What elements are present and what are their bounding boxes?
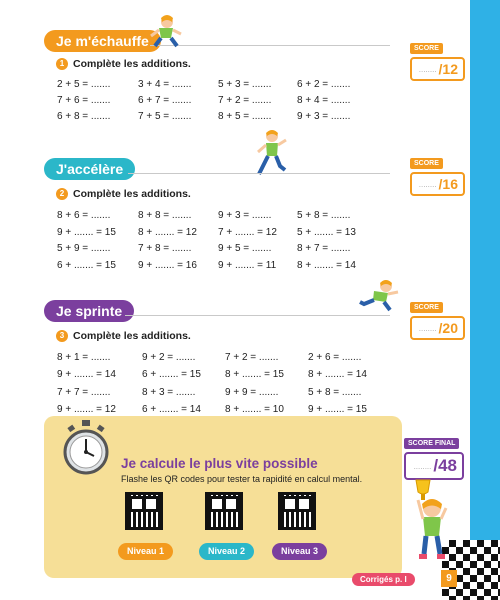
challenge-title: Je calcule le plus vite possible [121,456,318,471]
score-field[interactable]: ........ /20 [410,316,465,340]
qr-code-level-1[interactable] [125,492,163,530]
score-final-field[interactable]: ........ /48 [404,452,464,480]
instruction-text: Complète les additions. [73,330,191,342]
child-stretching-illustration [145,14,183,48]
stopwatch-icon [62,420,110,476]
score-label: SCORE [410,302,443,313]
instruction-text: Complète les additions. [73,188,191,200]
instruction-1 [56,58,191,70]
score-label: SCORE [410,158,443,169]
addition-exercise[interactable]: 9 + ....... = 11 [218,259,277,271]
instruction-2 [56,188,191,200]
addition-exercise[interactable]: 8 + ....... = 14 [297,259,356,271]
level-3-button[interactable]: Niveau 3 [272,543,327,560]
exercise-number-badge: 2 [56,188,68,200]
qr-code-level-2[interactable] [205,492,243,530]
child-running-illustration [255,128,289,176]
addition-exercise[interactable]: 8 + 6 = ....... [57,210,111,221]
addition-exercise[interactable]: 8 + 4 = ....... [297,95,351,106]
instruction-text: Complète les additions. [73,58,191,70]
score-final-label: SCORE FINAL [404,438,459,449]
addition-exercise[interactable]: 6 + ....... = 15 [57,259,116,271]
addition-exercise[interactable]: 8 + 1 = ....... [57,352,111,363]
exercise-number-badge: 1 [56,58,68,70]
section-divider [128,173,390,174]
addition-exercise[interactable]: 5 + ....... = 13 [297,226,356,238]
section-divider [125,315,390,316]
child-sprinting-illustration [358,278,402,312]
score-box-3 [410,296,465,340]
score-box-2 [410,152,465,196]
addition-exercise[interactable]: 8 + ....... = 10 [225,403,284,415]
addition-exercise[interactable]: 8 + ....... = 12 [138,226,197,238]
section-title-accelerate: J'accélère [44,158,135,180]
addition-exercise[interactable]: 9 + 9 = ....... [225,386,279,398]
addition-exercise[interactable]: 2 + 5 = ....... [57,79,111,90]
score-box-final [404,432,464,480]
addition-exercise[interactable]: 8 + 8 = ....... [138,210,192,221]
addition-exercise[interactable]: 5 + 8 = ....... [308,386,362,398]
addition-exercise[interactable]: 7 + 7 = ....... [57,386,111,398]
addition-exercise[interactable]: 3 + 4 = ....... [138,79,192,90]
addition-exercise[interactable]: 8 + 3 = ....... [142,386,196,398]
addition-exercise[interactable]: 6 + ....... = 14 [142,403,201,415]
addition-exercise[interactable]: 6 + 8 = ....... [57,111,111,122]
addition-exercise[interactable]: 8 + ....... = 15 [225,369,284,381]
addition-exercise[interactable]: 8 + 7 = ....... [297,243,351,254]
addition-exercise[interactable]: 8 + 5 = ....... [218,111,272,122]
child-with-trophy-illustration [408,478,452,564]
level-1-button[interactable]: Niveau 1 [118,543,173,560]
addition-exercise[interactable]: 7 + 2 = ....... [218,95,272,106]
addition-exercise[interactable]: 5 + 9 = ....... [57,243,111,254]
qr-code-level-3[interactable] [278,492,316,530]
addition-exercise[interactable]: 7 + ....... = 12 [218,226,277,238]
right-decorative-band [470,0,500,600]
addition-exercise[interactable]: 9 + 2 = ....... [142,352,196,363]
addition-exercise[interactable]: 9 + ....... = 14 [57,369,116,381]
instruction-3 [56,330,191,342]
exercise-number-badge: 3 [56,330,68,342]
addition-exercise[interactable]: 5 + 3 = ....... [218,79,272,90]
challenge-subtitle: Flashe les QR codes pour tester ta rapidité en calcul mental. [121,474,363,484]
score-label: SCORE [410,43,443,54]
addition-exercise[interactable]: 5 + 8 = ....... [297,210,351,221]
section-title-warmup: Je m'échauffe [44,30,161,52]
addition-exercise[interactable]: 7 + 8 = ....... [138,243,192,254]
level-2-button[interactable]: Niveau 2 [199,543,254,560]
addition-exercise[interactable]: 9 + 5 = ....... [218,243,272,254]
addition-exercise[interactable]: 7 + 5 = ....... [138,111,192,122]
addition-exercise[interactable]: 6 + 7 = ....... [138,95,192,106]
addition-exercise[interactable]: 7 + 6 = ....... [57,95,111,106]
page-number: 9 [441,570,457,587]
addition-exercise[interactable]: 9 + ....... = 12 [57,403,116,415]
addition-exercise[interactable]: 6 + ....... = 15 [142,369,201,381]
addition-exercise[interactable]: 9 + 3 = ....... [297,111,351,122]
score-field[interactable]: ........ /16 [410,172,465,196]
score-field[interactable]: ........ /12 [410,57,465,81]
addition-exercise[interactable]: 9 + ....... = 15 [57,226,116,238]
score-box-1 [410,37,465,81]
corriges-link[interactable]: Corrigés p. I [352,573,415,586]
addition-exercise[interactable]: 9 + ....... = 15 [308,403,367,415]
section-divider [150,45,390,46]
addition-exercise[interactable]: 6 + 2 = ....... [297,79,351,90]
addition-exercise[interactable]: 9 + ....... = 16 [138,259,197,271]
addition-exercise[interactable]: 7 + 2 = ....... [225,352,279,363]
addition-exercise[interactable]: 8 + ....... = 14 [308,369,367,381]
addition-exercise[interactable]: 2 + 6 = ....... [308,352,362,363]
section-title-sprint: Je sprinte [44,300,134,322]
addition-exercise[interactable]: 9 + 3 = ....... [218,210,272,221]
